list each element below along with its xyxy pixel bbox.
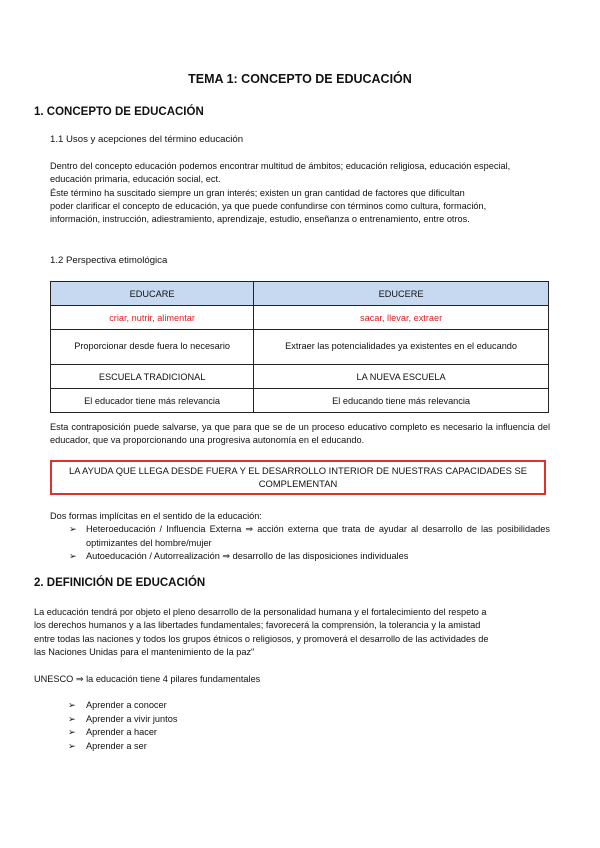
list-item-text: Aprender a ser bbox=[86, 740, 147, 751]
paragraph-line: entre todas las naciones y todos los grupos étnicos o religiosos, y promoverá el desarrollo de las actividades de bbox=[34, 633, 489, 644]
table-cell: Extraer las potencialidades ya existentes en el educando bbox=[254, 330, 549, 365]
table-cell: LA NUEVA ESCUELA bbox=[254, 365, 549, 389]
table-row bbox=[51, 389, 549, 413]
table-header-educere: EDUCERE bbox=[254, 282, 549, 306]
list-item-text: Aprender a hacer bbox=[86, 727, 157, 738]
arrow-bullet-icon: ➢ bbox=[68, 713, 76, 724]
list-item-text: Aprender a conocer bbox=[86, 700, 167, 710]
arrow-bullet-icon: ➢ bbox=[69, 550, 77, 561]
table-cell: El educador tiene más relevancia bbox=[51, 389, 254, 413]
list-item-text: Autoeducación / Autorrealización ⇒ desarrollo de las disposiciones individuales bbox=[86, 550, 409, 561]
table-cell: sacar, llevar, extraer bbox=[254, 306, 549, 330]
paragraph-usos bbox=[50, 160, 550, 226]
paragraph-line: poder clarificar el concepto de educación, ya que puede confundirse con términos como cultura, formación, bbox=[50, 200, 487, 211]
table-row bbox=[51, 365, 549, 389]
paragraph-line: La educación tendrá por objeto el pleno desarrollo de la personalidad humana y el fortalecimiento del respeto a bbox=[34, 607, 487, 617]
paragraph-line: los derechos humanos y a las libertades fundamentales; favorecerá la comprensión, la tolerancia y la amistad bbox=[34, 620, 481, 631]
paragraph-contraposicion: Esta contraposición puede salvarse, ya que para que se de un proceso educativo completo es necesario la influencia del educador, que va proporcionando una progresiva autonomía en el educando. bbox=[50, 422, 550, 446]
list-item bbox=[50, 523, 550, 550]
table-cell: Proporcionar desde fuera lo necesario bbox=[51, 330, 254, 365]
table-header-educare: EDUCARE bbox=[51, 282, 254, 306]
table-header-row bbox=[51, 282, 549, 306]
forms-intro: Dos formas implícitas en el sentido de la educación: bbox=[50, 511, 262, 521]
etymology-table bbox=[50, 281, 549, 413]
section2-heading: 2. DEFINICIÓN DE EDUCACIÓN bbox=[34, 577, 206, 589]
paragraph-line: información, instrucción, adiestramiento, aprendizaje, estudio, enseñanza o entrenamiento, entre otros. bbox=[50, 214, 470, 225]
paragraph-line: Dentro del concepto educación podemos encontrar multitud de ámbitos; educación religiosa, educación especial, bbox=[50, 161, 511, 171]
paragraph-line: las Naciones Unidas para el mantenimiento de la paz" bbox=[34, 646, 255, 657]
table-row bbox=[51, 330, 549, 365]
list-item bbox=[68, 726, 177, 740]
list-item bbox=[68, 740, 177, 754]
list-item bbox=[68, 699, 177, 713]
arrow-bullet-icon: ➢ bbox=[68, 700, 76, 710]
list-item-text: Aprender a vivir juntos bbox=[86, 713, 178, 724]
table-cell: El educando tiene más relevancia bbox=[254, 389, 549, 413]
paragraph-line: Éste término ha suscitado siempre un gran interés; existen un gran cantidad de factores que dificultan bbox=[50, 187, 465, 198]
section1-heading: 1. CONCEPTO DE EDUCACIÓN bbox=[34, 106, 204, 118]
highlight-box: LA AYUDA QUE LLEGA DESDE FUERA Y EL DESARROLLO INTERIOR DE NUESTRAS CAPACIDADES SE COMPLEMENTAN bbox=[50, 460, 546, 495]
list-item-text: Heteroeducación / Influencia Externa ⇒ acción externa que trata de ayudar al desarrollo de las posibilidades optimizantes del hombre/mujer bbox=[86, 524, 550, 548]
pillars-list bbox=[68, 699, 177, 753]
list-item bbox=[68, 713, 177, 727]
forms-list bbox=[50, 510, 550, 563]
paragraph-definicion bbox=[34, 606, 550, 659]
paragraph-line: educación primaria, educación social, ect. bbox=[50, 174, 221, 185]
subsection-1-1-heading: 1.1 Usos y acepciones del término educación bbox=[50, 134, 244, 145]
table-cell: ESCUELA TRADICIONAL bbox=[51, 365, 254, 389]
table-row bbox=[51, 306, 549, 330]
arrow-bullet-icon: ➢ bbox=[68, 740, 76, 751]
document-title: TEMA 1: CONCEPTO DE EDUCACIÓN bbox=[188, 72, 412, 86]
list-item bbox=[50, 550, 550, 563]
unesco-line: UNESCO ⇒ la educación tiene 4 pilares fundamentales bbox=[34, 674, 261, 684]
arrow-bullet-icon: ➢ bbox=[69, 524, 77, 535]
arrow-bullet-icon: ➢ bbox=[68, 727, 76, 738]
table-cell: criar, nutrir, alimentar bbox=[51, 306, 254, 330]
subsection-1-2-heading: 1.2 Perspectiva etimológica bbox=[50, 255, 168, 266]
